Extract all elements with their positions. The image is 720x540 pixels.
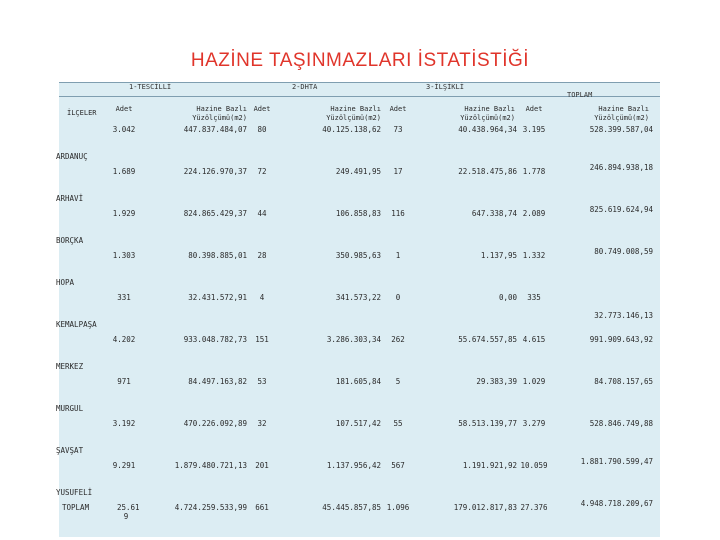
table-cell: 53 xyxy=(257,377,267,386)
table-cell: 470.226.092,89 xyxy=(183,419,247,428)
table-cell: 262 xyxy=(391,335,405,344)
table-cell: 151 xyxy=(255,335,269,344)
table-cell: 991.909.643,92 xyxy=(589,335,653,344)
district-name: HOPA xyxy=(56,278,75,287)
table-cell: 4.615 xyxy=(522,335,546,344)
district-name: MURGUL xyxy=(56,404,84,413)
table-cell: 4.948.718.209,67 xyxy=(580,499,653,508)
table-cell: 107.517,42 xyxy=(335,419,381,428)
table-cell: 5 xyxy=(395,377,401,386)
table-cell: 1 xyxy=(395,251,401,260)
table-cell: 1.029 xyxy=(522,377,546,386)
column-header-adet-4: Adet xyxy=(525,105,543,113)
district-name: KEMALPAŞA xyxy=(56,320,97,329)
column-header-district: İLÇELER xyxy=(67,109,97,117)
column-header-area-4: Hazine Bazlı Yüzölçümü(m2) xyxy=(594,105,649,122)
table-cell: 3.279 xyxy=(522,419,546,428)
table-cell: 45.445.857,85 xyxy=(322,503,381,512)
table-cell: 1.137.956,42 xyxy=(326,461,381,470)
table-cell: 933.048.782,73 xyxy=(183,335,247,344)
table-cell: 1.881.790.599,47 xyxy=(580,457,653,466)
table-cell: 1.096 xyxy=(386,503,410,512)
table-cell: 224.126.970,37 xyxy=(183,167,247,176)
table-cell: 80 xyxy=(257,125,267,134)
table-cell: 32.431.572,91 xyxy=(188,293,247,302)
district-name: ARDANUÇ xyxy=(56,152,88,161)
table-cell: 1.929 xyxy=(112,209,136,218)
table-cell: 106.858,83 xyxy=(335,209,381,218)
table-cell: 1.137,95 xyxy=(480,251,517,260)
table-cell: 971 xyxy=(117,377,131,386)
district-name: ŞAVŞAT xyxy=(56,446,84,455)
table-cell: 1.303 xyxy=(112,251,136,260)
table-cell: 335 xyxy=(527,293,541,302)
table-cell: 1.689 xyxy=(112,167,136,176)
table-cell: 55.674.557,85 xyxy=(458,335,517,344)
table-cell: 661 xyxy=(255,503,269,512)
page-title: HAZİNE TAŞINMAZLARI İSTATİSTİĞİ xyxy=(190,50,530,71)
district-name: ARHAVİ xyxy=(56,194,84,203)
table-cell: 32.773.146,13 xyxy=(594,311,653,320)
table-cell: 55 xyxy=(393,419,403,428)
table-cell: 80.398.885,01 xyxy=(188,251,247,260)
column-header-adet-1: Adet xyxy=(115,105,133,113)
table-cell: 116 xyxy=(391,209,405,218)
table-cell: 72 xyxy=(257,167,267,176)
table-cell: 1.879.480.721,13 xyxy=(174,461,247,470)
column-header-adet-2: Adet xyxy=(253,105,271,113)
table-cell: 10.059 xyxy=(520,461,548,470)
table-cell: 2.089 xyxy=(522,209,546,218)
table-cell: 29.383,39 xyxy=(476,377,517,386)
table-cell: 3.195 xyxy=(522,125,546,134)
table-cell: 40.438.964,34 xyxy=(458,125,517,134)
table-cell: 0,00 xyxy=(498,293,517,302)
table-cell: 4.202 xyxy=(112,335,136,344)
group-header-ilsikli: 3-İLŞİKLİ xyxy=(426,83,464,91)
group-header-toplam: TOPLAM xyxy=(567,91,593,99)
column-header-adet-3: Adet xyxy=(389,105,407,113)
table-cell: 44 xyxy=(257,209,267,218)
table-cell: 824.865.429,37 xyxy=(183,209,247,218)
table-cell: 249.491,95 xyxy=(335,167,381,176)
table-cell: 58.513.139,77 xyxy=(458,419,517,428)
table-cell: 27.376 xyxy=(520,503,548,512)
table-cell: 28 xyxy=(257,251,267,260)
table-cell: 350.985,63 xyxy=(335,251,381,260)
table-cell: 84.497.163,82 xyxy=(188,377,247,386)
table-cell: 4 xyxy=(259,293,265,302)
district-name: BORÇKA xyxy=(56,236,84,245)
table-cell: 447.837.484,07 xyxy=(183,125,247,134)
group-header-tescilli: 1-TESCİLLİ xyxy=(129,83,172,91)
table-cell: 3.286.303,34 xyxy=(326,335,381,344)
table-cell: 331 xyxy=(117,293,131,302)
table-cell: 179.012.817,83 xyxy=(453,503,517,512)
table-cell: 22.518.475,86 xyxy=(458,167,517,176)
table-cell: 528.399.587,04 xyxy=(589,125,653,134)
column-header-area-1: Hazine Bazlı Yüzölçümü(m2) xyxy=(192,105,247,122)
table-cell: 181.605,84 xyxy=(335,377,381,386)
table-cell: 246.894.938,18 xyxy=(589,163,653,172)
district-name: TOPLAM xyxy=(62,503,90,512)
table-cell: 80.749.008,59 xyxy=(594,247,653,256)
district-name: YUSUFELİ xyxy=(56,488,93,497)
column-header-area-2: Hazine Bazlı Yüzölçümü(m2) xyxy=(326,105,381,122)
table-cell: 3.042 xyxy=(112,125,136,134)
table-cell: 25.61 9 xyxy=(117,503,140,521)
district-name: MERKEZ xyxy=(56,362,84,371)
table-cell: 40.125.138,62 xyxy=(322,125,381,134)
table-cell: 4.724.259.533,99 xyxy=(174,503,247,512)
table-cell: 1.778 xyxy=(522,167,546,176)
table-cell: 1.332 xyxy=(522,251,546,260)
table-cell: 647.338,74 xyxy=(471,209,517,218)
table-cell: 201 xyxy=(255,461,269,470)
column-header-area-3: Hazine Bazlı Yüzölçümü(m2) xyxy=(460,105,515,122)
table-cell: 3.192 xyxy=(112,419,136,428)
statistics-table xyxy=(56,82,660,537)
table-cell: 73 xyxy=(393,125,403,134)
table-cell: 528.846.749,88 xyxy=(589,419,653,428)
table-cell: 825.619.624,94 xyxy=(589,205,653,214)
table-cell: 32 xyxy=(257,419,267,428)
table-cell: 17 xyxy=(393,167,403,176)
group-header-dhta: 2-DHTA xyxy=(292,83,318,91)
table-cell: 341.573,22 xyxy=(335,293,381,302)
table-cell: 0 xyxy=(395,293,401,302)
table-cell: 9.291 xyxy=(112,461,136,470)
table-cell: 1.191.921,92 xyxy=(462,461,517,470)
table-cell: 567 xyxy=(391,461,405,470)
table-cell: 84.708.157,65 xyxy=(594,377,653,386)
